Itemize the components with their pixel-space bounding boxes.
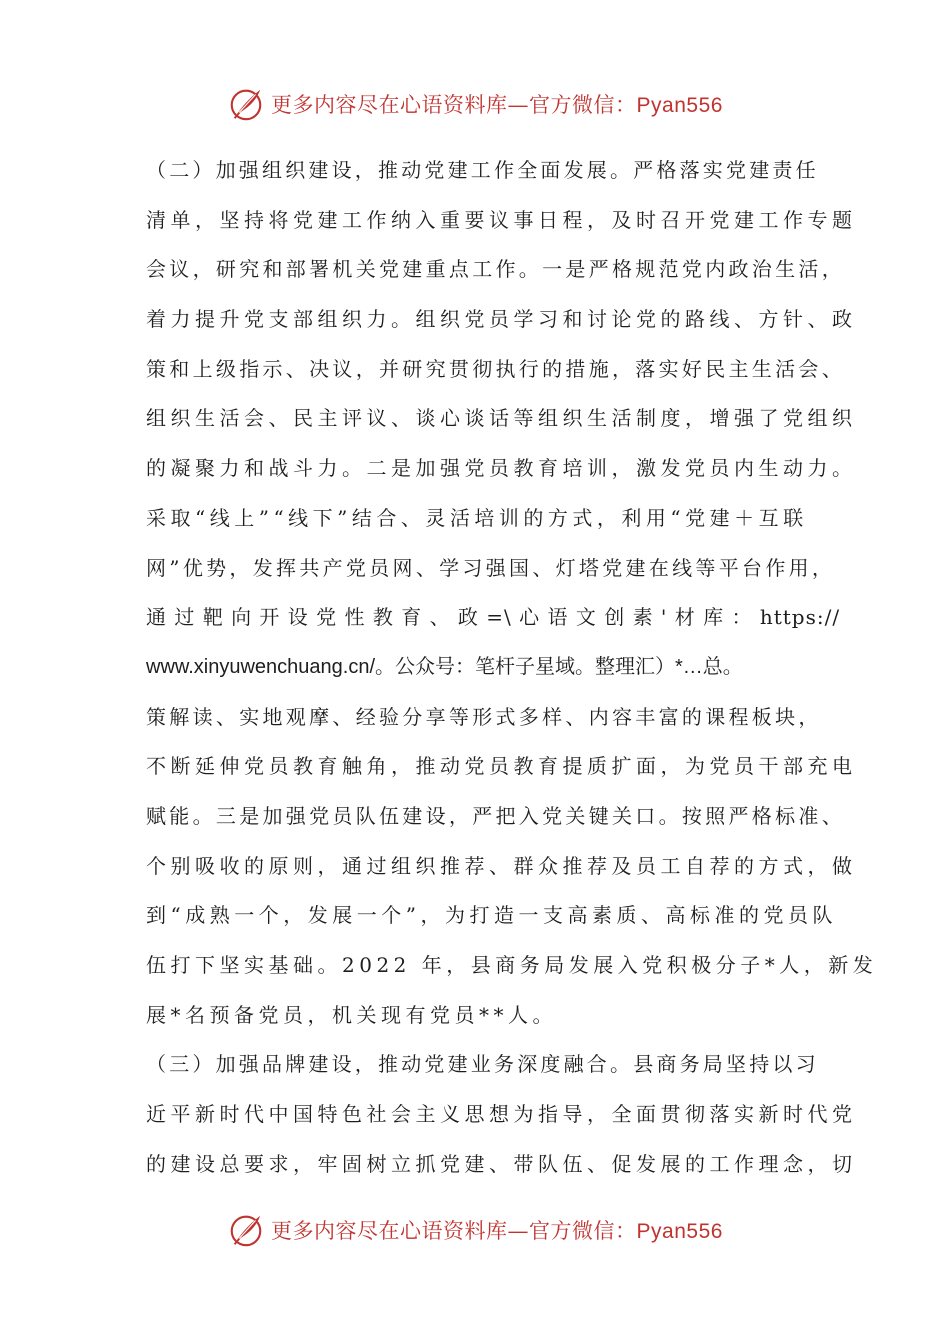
text-line: 网”优势，发挥共产党员网、学习强国、灯塔党建在线等平台作用， [146,555,836,580]
quill-logo-icon [227,1211,265,1249]
quill-logo-icon [227,85,265,123]
banner-text-cn: 更多内容尽在心语资料库—官方微信： [271,1219,637,1243]
banner-text [271,89,723,119]
text-line: 不断延伸党员教育触角，推动党员教育提质扩面，为党员干部充电 [146,754,857,779]
header-banner [0,80,950,128]
document-body [146,146,878,1189]
text-line: 采取“线上”“线下”结合、灵活培训的方式，利用“党建＋互联 [146,505,808,530]
text-line: 策和上级指示、决议，并研究贯彻执行的措施，落实好民主生活会、 [146,356,845,381]
text-line: 伍打下坚实基础。2022 年，县商务局发展入党积极分子*人，新发 [146,953,878,977]
banner-text-cn: 更多内容尽在心语资料库—官方微信： [271,93,637,117]
text-line: 会议，研究和部署机关党建重点工作。一是严格规范党内政治生活， [146,257,845,282]
text-line: （二）加强组织建设，推动党建工作全面发展。严格落实党建责任 [146,158,819,182]
text-line: 的凝聚力和战斗力。二是加强党员教育培训，激发党员内生动力。 [146,456,857,481]
text-line: 策解读、实地观摩、经验分享等形式多样、内容丰富的课程板块， [146,704,822,729]
text-line-url: www.xinyuwenchuang.cn/。公众号：笔杆子星域。整理汇）*…总。 [146,655,743,678]
text-line: （三）加强品牌建设，推动党建业务深度融合。县商务局坚持以习 [146,1052,819,1077]
text-line: 赋能。三是加强党员队伍建设，严把入党关键关口。按照严格标准、 [146,803,845,828]
text-line: 到“成熟一个，发展一个”，为打造一支高素质、高标准的党员队 [146,903,837,928]
banner-wechat-id: Pyan556 [636,1220,723,1243]
text-line: 清单，坚持将党建工作纳入重要议事日程，及时召开党建工作专题 [146,207,857,232]
footer-banner [0,1206,950,1254]
banner-wechat-id: Pyan556 [636,94,723,117]
banner-text [271,1215,723,1245]
text-line: 的建设总要求，牢固树立抓党建、带队伍、促发展的工作理念，切 [146,1151,857,1176]
text-line: 通 过 靶 向 开 设 党 性 教 育 、 政 =\ 心 语 文 创 素 ' 材 库 ： https:// [146,605,841,630]
text-line: 着力提升党支部组织力。组织党员学习和讨论党的路线、方针、政 [146,307,857,332]
text-line: 近平新时代中国特色社会主义思想为指导，全面贯彻落实新时代党 [146,1102,857,1127]
text-line: 展*名预备党员，机关现有党员**人。 [146,1002,557,1027]
text-line: 个别吸收的原则，通过组织推荐、群众推荐及员工自荐的方式，做 [146,853,857,878]
text-line: 组织生活会、民主评议、谈心谈话等组织生活制度，增强了党组织 [146,406,857,431]
